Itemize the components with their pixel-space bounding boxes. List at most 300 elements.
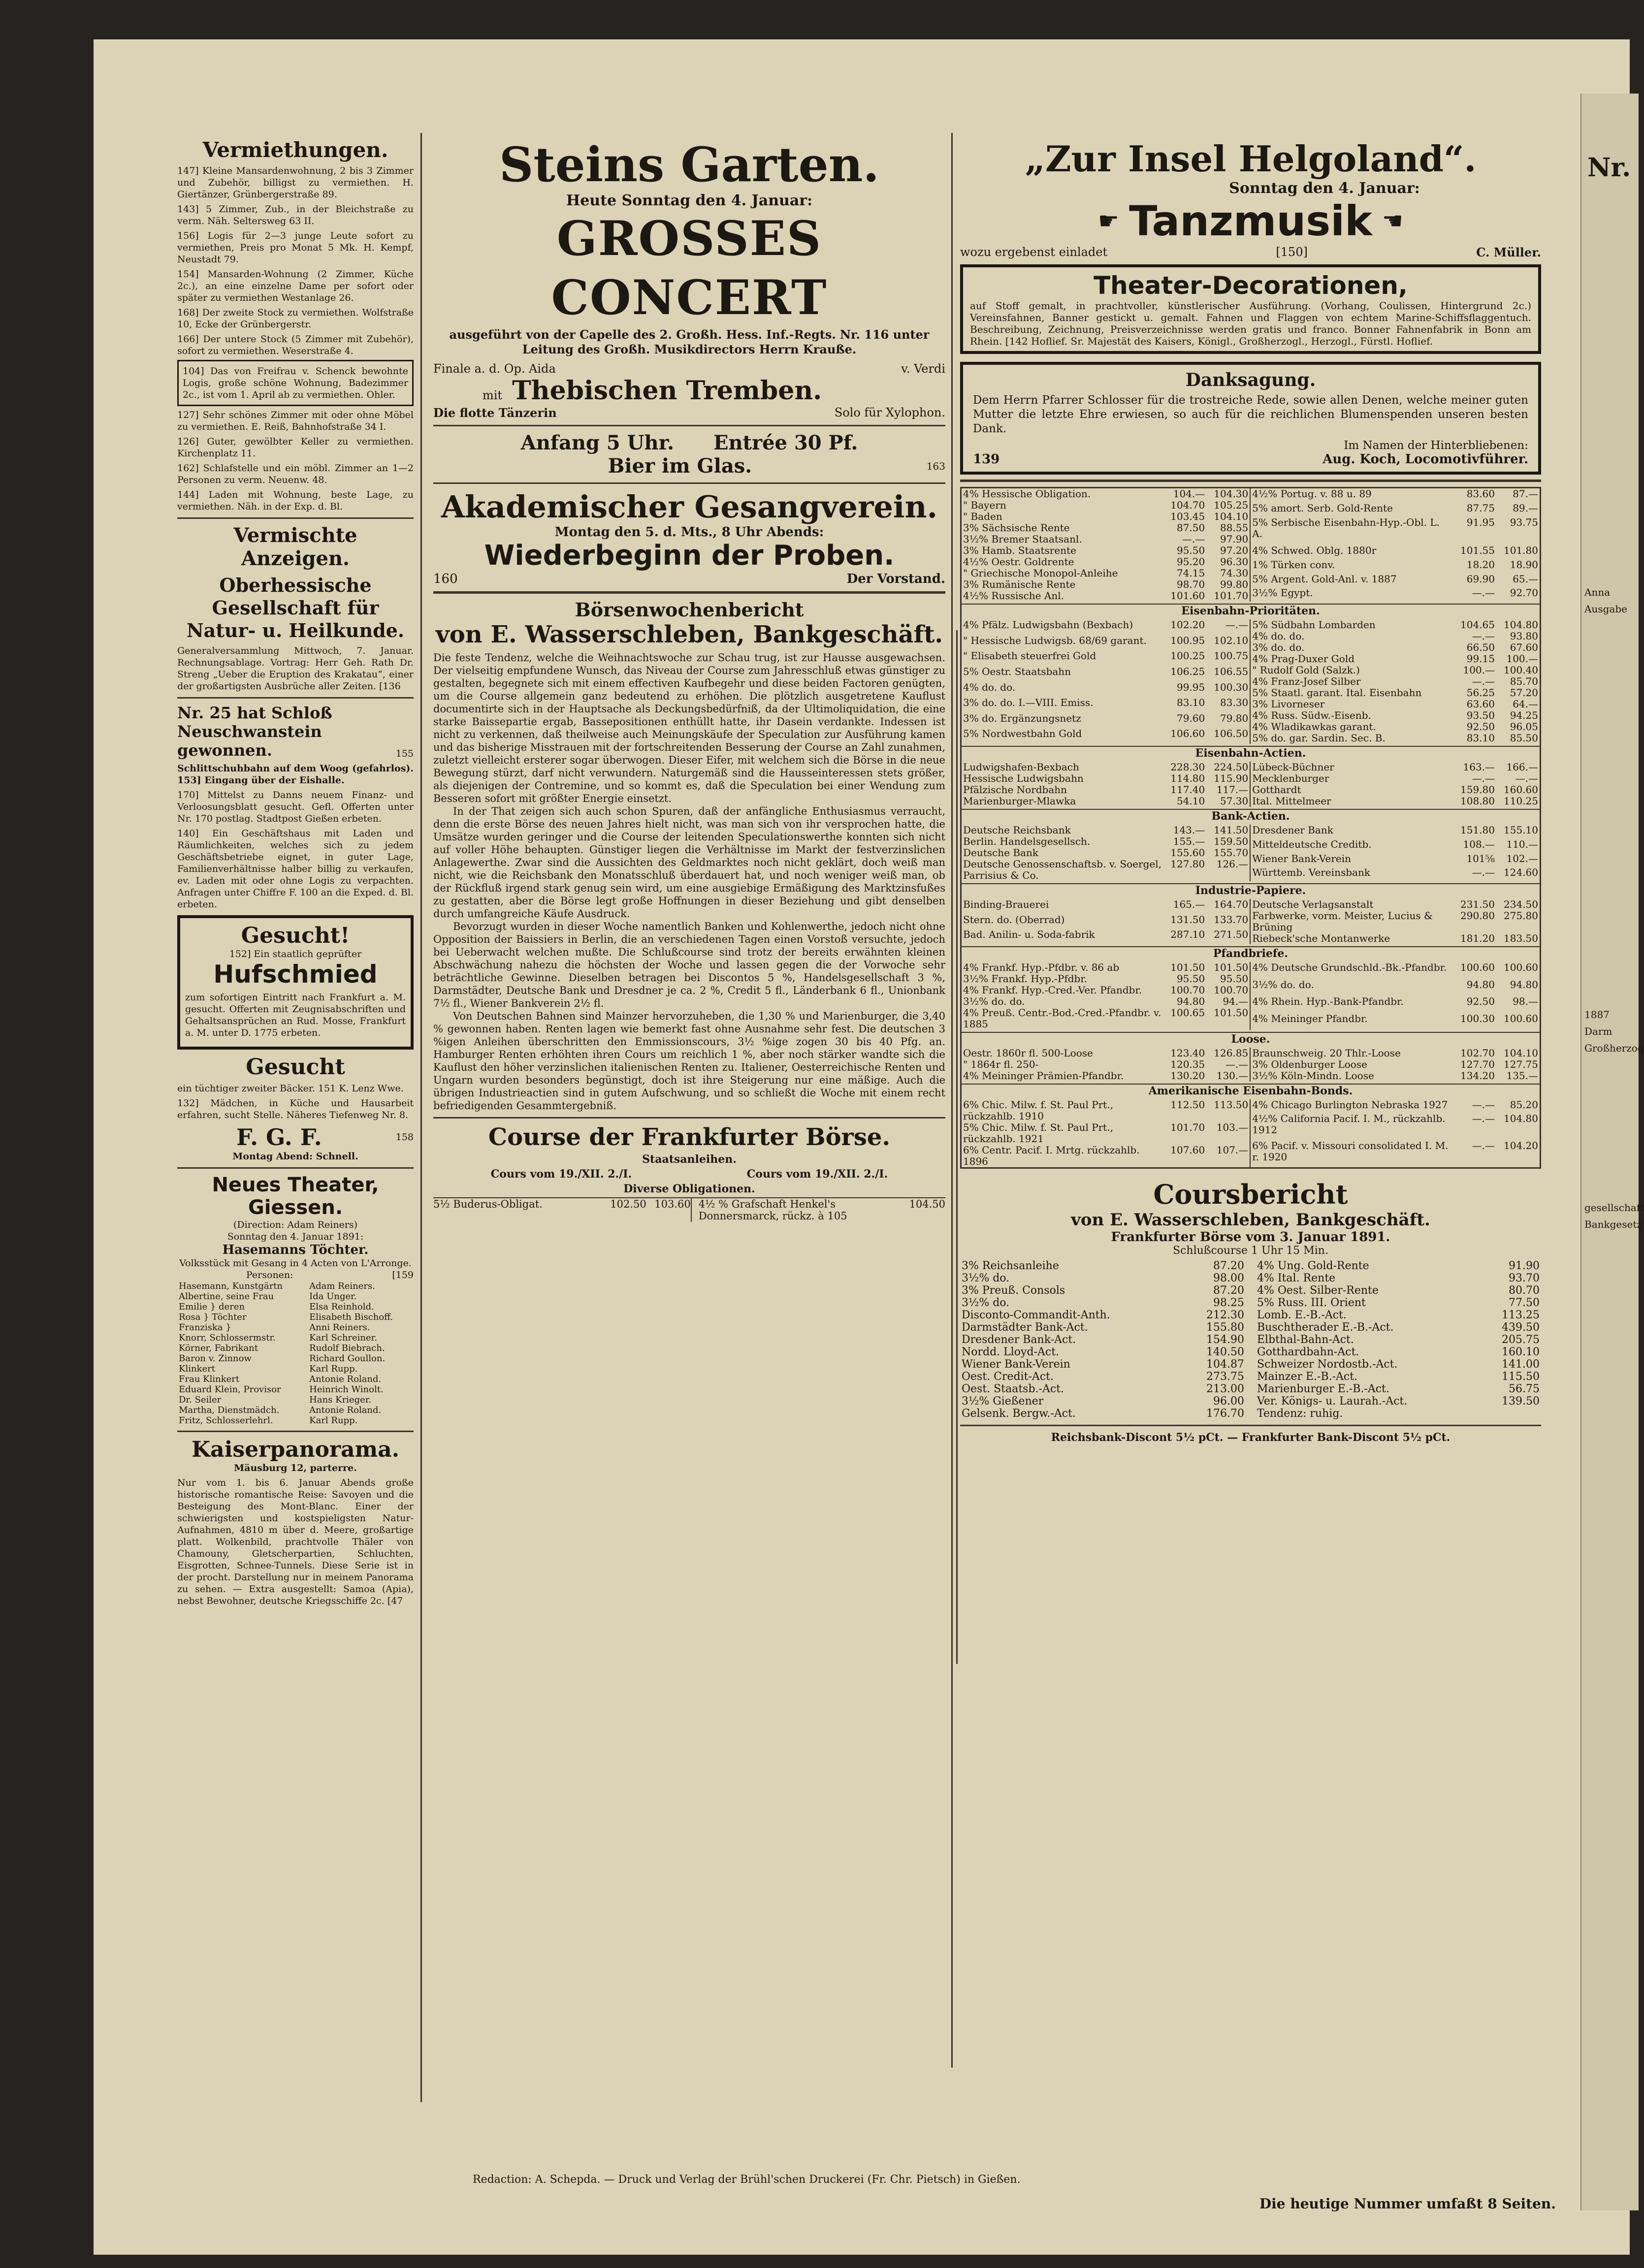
quote-name: 5% Südbahn Lombarden (1252, 619, 1376, 631)
cast-role: Klinkert (179, 1364, 215, 1374)
cast-actor: Karl Rupp. (309, 1364, 358, 1374)
helgoland-footer (960, 245, 1541, 259)
coursbericht-value: 96.00 (1213, 1395, 1244, 1407)
rental-ad-boxed: 104] Das von Freifrau v. Schenck bewohnte Logis, große schöne Wohnung, Badezimmer 2c., ist vom 1. April ab zu vermiethen. Ohler. (177, 360, 414, 406)
cast-row (177, 1312, 414, 1322)
diverse-row (433, 1197, 945, 1222)
adjacent-page-edge (1580, 94, 1644, 2210)
quote-value: 65.— (1513, 573, 1538, 585)
quote-name: 4% Frankf. Hyp.-Cred.-Ver. Pfandbr. (963, 984, 1142, 996)
course-header-right: Cours vom 19./XII. 2./I. (746, 1168, 888, 1181)
quote-value: 93.50 (1466, 709, 1495, 721)
quote-row (1251, 653, 1540, 665)
quote-value: 97.20 (1220, 544, 1249, 556)
quote-row (1251, 488, 1540, 503)
pfandbriefe-label: Pfandbriefe. (962, 946, 1540, 960)
quote-row (962, 847, 1250, 859)
steins-ref: 163 (926, 460, 945, 472)
theater-title: Neues Theater, Giessen. (212, 1174, 379, 1219)
quote-row (1251, 784, 1540, 796)
coursbericht-row (1256, 1309, 1541, 1321)
quote-name: 3½% do. do. (963, 995, 1025, 1007)
coursbericht-row (960, 1334, 1246, 1346)
quote-value: 104.20 (1504, 1139, 1538, 1151)
quote-value: 183.50 (1504, 932, 1538, 944)
cast-role: Baron v. Zinnow (179, 1353, 252, 1364)
cast-role: Rosa } Töchter (179, 1312, 247, 1322)
coursbericht-firm: von E. Wasserschleben, Bankgeschäft. (1071, 1210, 1430, 1230)
cast-row (177, 1281, 414, 1291)
cast-role: Körner, Fabrikant (179, 1343, 258, 1353)
quote-row (962, 773, 1250, 784)
program-item: Die flotte Tänzerin (433, 406, 557, 420)
quote-value: 100.25 (1170, 650, 1205, 662)
divider (433, 482, 945, 484)
industrie-label: Industrie-Papiere. (962, 883, 1540, 897)
fgf-title: F. G. F. (236, 1124, 322, 1150)
quotes-loose (962, 1048, 1540, 1082)
quote-value: 103.— (1216, 1121, 1249, 1133)
quote-value: 87.50 (1176, 522, 1205, 534)
strip-text: Darm (1584, 1025, 1612, 1037)
quotes-right (1251, 488, 1540, 602)
cast-row (177, 1405, 414, 1415)
quote-row (1251, 699, 1540, 710)
quote-value: 155.70 (1214, 847, 1249, 859)
coursbericht-row (960, 1383, 1246, 1395)
coursbericht-name: Marienburger E.-B.-Act. (1257, 1383, 1389, 1395)
quote-value: 99.15 (1466, 653, 1495, 665)
quote-row (962, 500, 1250, 511)
cast-row (177, 1364, 414, 1374)
quote-value: 100.30 (1460, 1012, 1495, 1024)
quote-value: 104.80 (1504, 1112, 1538, 1124)
cast-row (177, 1322, 414, 1333)
quote-value: 101.55 (1460, 544, 1495, 556)
quote-name: Mecklenburger (1252, 772, 1329, 784)
quote-row (1251, 933, 1540, 944)
coursbericht-value: 104.87 (1206, 1358, 1244, 1371)
quote-value: 234.50 (1504, 898, 1538, 910)
quote-row (962, 914, 1250, 929)
quote-value: 134.20 (1460, 1070, 1495, 1082)
quote-row (1251, 796, 1540, 807)
kaiserpanorama-text: Nur vom 1. bis 6. Januar Abends große historische romantische Reise: Savoyen und die Besteigung des Mont-Blanc. Einer der schwierigsten und kostspieligsten Natur-Aufnahmen, 4810 m über d. Meere, großartige platt. Wolkenbild, prachtvolle Thäler von Chamouny, Gletscherpartien, Schluchten, Eisgrotten, Schnee-Tunnels. Diese Serie ist in der procht. Darstellung nur in meinem Panorama zu sehen. — Extra ausgestellt: Samoa (Apia), nebst Bewohner, deutsche Kriegsschiffe 2c. [47 (177, 1477, 414, 1606)
quote-value: 94.80 (1466, 978, 1495, 990)
quote-row (1251, 559, 1540, 574)
quote-name: 3% do. Ergänzungsnetz (963, 712, 1081, 724)
cast-actor: Ida Unger. (309, 1291, 357, 1302)
akademischer-footer (433, 572, 945, 586)
quote-name: 5% Oestr. Staatsbahn (963, 665, 1071, 677)
program-composer: v. Verdi (901, 362, 945, 376)
quote-value: 97.90 (1220, 533, 1249, 545)
coursbericht-name: Darmstädter Bank-Act. (962, 1321, 1088, 1334)
coursbericht-name: 4% Oest. Silber-Rente (1257, 1284, 1379, 1297)
maid-ad: 132] Mädchen, in Küche und Hausarbeit erfahren, sucht Stelle. Näheres Tiefenweg Nr. 8. (177, 1098, 414, 1120)
quote-value: 69.90 (1466, 573, 1495, 585)
quote-row (1251, 996, 1540, 1013)
quote-value: 126.85 (1214, 1047, 1249, 1059)
quote-value: 64.— (1513, 698, 1538, 710)
helgoland-ref: [150] (1276, 245, 1308, 259)
coursbericht-value: 80.70 (1509, 1284, 1540, 1297)
cast-actor: Antonie Roland. (309, 1405, 382, 1415)
quote-name: Deutsche Bank (963, 847, 1038, 859)
column-left (177, 138, 414, 2048)
quote-row (962, 488, 1250, 500)
cast-actor: Rudolf Biebrach. (309, 1343, 385, 1353)
theater-play: Hasemanns Töchter. (222, 1243, 369, 1257)
quote-row (962, 1070, 1250, 1082)
coursbericht-row (1256, 1383, 1541, 1395)
quote-value: 95.20 (1176, 556, 1205, 568)
strip-text: gesellschaft (1584, 1202, 1644, 1214)
cast-actor: Richard Goullon. (309, 1353, 386, 1364)
quote-value: 127.70 (1460, 1058, 1495, 1070)
column-rule-3 (956, 630, 958, 1664)
quote-name: 3% Livorneser (1252, 698, 1325, 710)
rental-ad: 143] 5 Zimmer, Zub., in der Bleichstraße zu verm. Näh. Seltersweg 63 II. (177, 204, 414, 226)
coursbericht-name: Gotthardbahn-Act. (1257, 1346, 1359, 1358)
quote-name: 4% Pfälz. Ludwigsbahn (Bexbach) (963, 619, 1133, 631)
danksagung-signer: Aug. Koch, Locomotivführer. (1322, 452, 1528, 467)
quote-row (962, 579, 1250, 590)
coursbericht-row (960, 1284, 1246, 1297)
quote-row (962, 825, 1250, 836)
hufschmied-word: Hufschmied (213, 960, 378, 989)
quote-row (1251, 839, 1540, 853)
helgoland-date: Sonntag den 4. Januar: (1229, 180, 1420, 197)
quote-row (962, 556, 1250, 568)
quote-name: Bad. Anilin- u. Soda-fabrik (963, 928, 1095, 941)
quote-row (1251, 773, 1540, 784)
quote-value: 127.75 (1504, 1058, 1538, 1070)
course-header-left: Cours vom 19./XII. 2./I. (490, 1168, 632, 1181)
column-right (960, 138, 1541, 1444)
quote-row (1251, 899, 1540, 910)
quote-name: Hessische Ludwigsbahn (963, 772, 1084, 784)
quote-value: 290.80 (1460, 910, 1495, 922)
cast-role: Franziska } (179, 1322, 231, 1333)
divider (177, 1167, 414, 1169)
quote-value: 110.25 (1504, 795, 1538, 807)
quote-name: 3½% Frankf. Hyp.-Pfdbr. (963, 973, 1088, 985)
quote-value: 104.10 (1214, 511, 1249, 522)
quote-value: 164.70 (1214, 898, 1249, 910)
quote-name: Deutsche Genossenschaftsb. v. Soergel, Parrisius & Co. (963, 858, 1161, 881)
coursbericht-value: 213.00 (1206, 1383, 1244, 1395)
quote-value: 99.80 (1220, 578, 1249, 590)
quote-row (962, 682, 1250, 698)
cast-role: Eduard Klein, Provisor (179, 1384, 281, 1395)
quote-value: —.— (1472, 675, 1495, 687)
quote-row (1251, 1113, 1540, 1140)
quote-name: 4½% Oestr. Goldrente (963, 556, 1074, 568)
quote-row (962, 784, 1250, 796)
quote-value: 287.10 (1170, 928, 1205, 941)
quote-value: 67.60 (1510, 641, 1538, 653)
quote-name: " Bayern (963, 499, 1006, 511)
quote-name: Oestr. 1860r fl. 500-Loose (963, 1047, 1093, 1059)
quote-name: " Griechische Monopol-Anleihe (963, 567, 1118, 579)
coursbericht-row (1256, 1260, 1541, 1272)
quote-name: 5% Staatl. garant. Ital. Eisenbahn (1252, 687, 1422, 699)
cast-row (177, 1333, 414, 1343)
coursbericht-table (960, 1260, 1541, 1420)
kaiserpanorama-title: Kaiserpanorama. (191, 1437, 400, 1462)
quote-row (1251, 619, 1540, 631)
quote-row (962, 762, 1250, 773)
quote-name: 5% do. gar. Sardin. Sec. B. (1252, 732, 1386, 744)
coursbericht-value: 77.50 (1509, 1297, 1540, 1309)
coursbericht-value: 141.00 (1502, 1358, 1540, 1371)
quote-value: 95.50 (1176, 544, 1205, 556)
quote-value: 101⅝ (1466, 852, 1495, 864)
quote-row (1251, 962, 1540, 979)
decorations-title: Theater-Decorationen, (1094, 271, 1408, 300)
cast-role: Martha, Dienstmädch. (179, 1405, 280, 1415)
lottery-ad (177, 703, 414, 760)
cast-actor: Heinrich Winolt. (309, 1384, 384, 1395)
quote-name: 4% Rhein. Hyp.-Bank-Pfandbr. (1252, 995, 1404, 1007)
quote-value: 92.70 (1510, 587, 1538, 599)
coursbericht-row (960, 1371, 1246, 1383)
quote-value: 54.10 (1176, 795, 1205, 807)
quote-value: 94.25 (1510, 709, 1538, 721)
quote-value: 117.40 (1170, 784, 1205, 796)
coursbericht-row (960, 1346, 1246, 1358)
cast-role: Dr. Seiler (179, 1395, 222, 1405)
coursbericht-row (960, 1321, 1246, 1334)
cast-table (177, 1281, 414, 1426)
boersen-paragraph: Die feste Tendenz, welche die Weihnachtswoche zur Schau trug, ist zur Hausse ausgewachsen. Der vielseitig empfundene Wunsch, das Niveau der Course zum Jahresschluß etwas günstiger zu gestalten, begegnete sich mit einem effectiven Kaufbegehr und diese beiden Factoren genügten, um die Course allgemein ganz bedeutend zu erhöhen. Die plötzlich ausgetretene Kauflust documentirte sich in der Hauptsache als Deckungsbedürfniß, da der Ultimoliquidation, die eine starke Baissepartie ergab, Bassepositionen enthüllt hatte, ihr Dasein verdankte. Indessen ist nicht zu verkennen, daß theilweise auch Meinungskäufe der Speculation zur Ausführung kamen und das bisherige Misstrauen mit der fortschreitenden Besserung der Course an Zahl zunahmen, zuletzt vielleicht ersterer sogar überwogen. Dieser Eifer, mit welchem sich die Börse in die neue Bewegung stürzt, darf nicht verwundern. Naturgemäß sind die Hausseinteressen stets größer, als diejenigen der Contremine, und so kommt es, daß die Speculation bei einer Wendung zum Besseren sofort mit größter Energie einsetzt. (433, 652, 945, 804)
quote-row (962, 545, 1250, 556)
quote-value: 114.80 (1170, 772, 1205, 784)
quote-value: 105.25 (1214, 499, 1249, 511)
quote-name: " 1864r fl. 250- (963, 1058, 1039, 1070)
quote-value: 107.60 (1170, 1144, 1205, 1156)
quote-value: 112.50 (1170, 1099, 1205, 1111)
quote-value: 163.— (1463, 761, 1495, 773)
diverse-value: 102.50 (610, 1198, 646, 1210)
coursbericht-row (1256, 1272, 1541, 1284)
coursbericht-value: 139.50 (1502, 1395, 1540, 1407)
cast-actor: Antonie Roland. (309, 1374, 382, 1384)
quote-value: —.— (1472, 630, 1495, 642)
quote-value: 103.45 (1170, 511, 1205, 522)
coursbericht-row (1256, 1284, 1541, 1297)
personen-ref: [159 (392, 1270, 414, 1280)
quote-name: 4% Schwed. Oblg. 1880r (1252, 544, 1377, 556)
quote-row (1251, 762, 1540, 773)
quote-name: 5% Argent. Gold-Anl. v. 1887 (1252, 573, 1397, 585)
divider (433, 591, 945, 594)
fgf-ad (177, 1124, 414, 1150)
quote-name: Pfälzische Nordbahn (963, 784, 1067, 796)
quote-value: 57.20 (1510, 687, 1538, 699)
quote-name: 3½% Köln-Mindn. Loose (1252, 1070, 1374, 1082)
quote-value: 224.50 (1214, 761, 1249, 773)
coursbericht-date: Frankfurter Börse vom 3. Januar 1891. (1111, 1230, 1390, 1245)
cast-role: Emilie } deren (179, 1302, 245, 1312)
steins-date: Heute Sonntag den 4. Januar: (566, 192, 813, 209)
coursbericht-value: 176.70 (1206, 1407, 1244, 1420)
quote-value: 275.80 (1504, 910, 1538, 922)
rental-ad: 147] Kleine Mansardenwohnung, 2 bis 3 Zimmer und Zubehör, billigst zu vermiethen. H. Giertänzer, Grünbergerstraße 89. (177, 165, 414, 200)
akademischer-sign: Der Vorstand. (846, 572, 945, 586)
quote-value: 104.70 (1170, 499, 1205, 511)
quote-name: 5% Nordwestbahn Gold (963, 728, 1082, 740)
quotes-bahn (962, 762, 1540, 807)
cast-row (177, 1374, 414, 1384)
coursbericht-row (960, 1297, 1246, 1309)
quote-value: 101.50 (1170, 961, 1205, 973)
quote-value: 83.10 (1176, 697, 1205, 709)
coursbericht-name: Gelsenk. Bergw.-Act. (962, 1407, 1076, 1420)
quote-row (962, 650, 1250, 666)
cast-row (177, 1415, 414, 1426)
strip-text: Nr. (1587, 153, 1631, 183)
quote-value: 100.75 (1214, 650, 1249, 662)
quote-name: Braunschweig. 20 Thlr.-Loose (1252, 1047, 1401, 1059)
quote-name: 4% Meininger Pfandbr. (1252, 1012, 1368, 1024)
quote-value: 101.80 (1504, 544, 1538, 556)
quote-row (962, 796, 1250, 807)
program-highlight: Thebischen Tremben. (512, 376, 822, 406)
newspaper-page (94, 39, 1630, 2255)
page-count-note: Die heutige Nummer umfaßt 8 Seiten. (1259, 2196, 1556, 2212)
quote-value: 94.— (1223, 995, 1249, 1007)
quote-name: 4% Frankf. Hyp.-Pfdbr. v. 86 ab (963, 961, 1120, 973)
diverse-name: 4½ % Grafschaft Henkel's Donnersmarck, rückz. à 105 (691, 1198, 901, 1222)
quote-row (962, 859, 1250, 881)
gesellschaft-title: Oberhessische Gesellschaft für Natur- u. Heilkunde. (186, 574, 405, 641)
danksagung-sign-intro: Im Namen der Hinterbliebenen: (1344, 439, 1528, 452)
quote-value: —.— (1182, 533, 1205, 545)
divider (177, 697, 414, 699)
quote-value: 100.30 (1214, 681, 1249, 693)
quote-name: 1% Türken conv. (1252, 558, 1335, 571)
coursbericht-value: 56.75 (1509, 1383, 1540, 1395)
quote-value: 106.55 (1214, 665, 1249, 677)
quote-row (1251, 867, 1540, 881)
quote-row (962, 899, 1250, 914)
quote-value: 100.40 (1504, 664, 1538, 676)
misc-ad: 170] Mittelst zu Danns neuem Finanz- und Verloosungsblatt gesucht. Gefl. Offerten unter Nr. 170 postlag. Stadtpost Gießen erbeten. (177, 790, 414, 824)
quote-value: 88.55 (1220, 522, 1249, 534)
quote-value: 93.80 (1510, 630, 1538, 642)
quotes-bank (962, 825, 1540, 881)
quote-name: 3½% Bremer Staatsanl. (963, 533, 1082, 545)
divider (177, 517, 414, 519)
steins-garten-title: Steins Garten. (499, 137, 879, 192)
quote-value: 130.— (1216, 1070, 1249, 1082)
course-title: Course der Frankfurter Börse. (488, 1123, 891, 1151)
coursbericht-name: Nordd. Lloyd-Act. (962, 1346, 1060, 1358)
rental-ad: 144] Laden mit Wohnung, beste Lage, zu vermiethen. Näh. in der Exp. d. Bl. (177, 489, 414, 512)
program-row-2 (483, 376, 945, 406)
gesellschaft-text: Generalversammlung Mittwoch, 7. Januar. Rechnungsablage. Vortrag: Herr Geh. Rath Dr. Streng „Ueber die Eruption des Krakatau“, einer der großartigsten Ausbrüche aller Zeiten. [136 (177, 645, 414, 692)
quote-name: Mitteldeutsche Creditb. (1252, 838, 1372, 850)
quote-row (1251, 721, 1540, 733)
quote-value: 155.60 (1170, 847, 1205, 859)
cast-row (177, 1384, 414, 1395)
quote-name: Deutsche Reichsbank (963, 824, 1071, 836)
quote-value: 104.— (1173, 488, 1205, 500)
rental-ad: 162] Schlafstelle und ein möbl. Zimmer an 1—2 Personen zu verm. Neuenw. 48. (177, 463, 414, 485)
gesucht-title: Gesucht! (241, 923, 350, 948)
coursbericht-value: 87.20 (1213, 1284, 1244, 1297)
quote-name: Ital. Mittelmeer (1252, 795, 1331, 807)
pointing-hand-left-icon: ☚ (1382, 207, 1403, 235)
cast-actor: Adam Reiners. (309, 1281, 375, 1291)
coursbericht-time: Schlußcourse 1 Uhr 15 Min. (1173, 1245, 1328, 1257)
coursbericht-value: 154.90 (1206, 1334, 1244, 1346)
quote-name: Binding-Brauerei (963, 898, 1049, 910)
quote-value: 100.70 (1214, 984, 1249, 996)
quote-name: 4½% California Pacif. I. M., rückzahlb. 1912 (1252, 1112, 1446, 1136)
quote-value: 127.80 (1170, 858, 1205, 870)
quote-row (962, 666, 1250, 682)
strip-text: 1887 (1584, 1009, 1610, 1021)
quote-row (962, 1007, 1250, 1030)
quote-name: 5% Chic. Milw. f. St. Paul Prt., rückzahlb. 1921 (963, 1121, 1114, 1145)
personen-label: Personen: (246, 1270, 293, 1280)
quote-value: 106.25 (1170, 665, 1205, 677)
danksagung-title: Danksagung. (1185, 370, 1316, 390)
quote-value: 130.20 (1170, 1070, 1205, 1082)
coursbericht-row (960, 1395, 1246, 1407)
cast-role: Albertine, seine Frau (179, 1291, 274, 1302)
quote-row (962, 962, 1250, 973)
gesucht2-title: Gesucht (246, 1054, 345, 1080)
tanzmusik-row (960, 197, 1541, 245)
program-row-3 (433, 406, 945, 420)
quote-name: 6% Pacif. v. Missouri consolidated I. M. r. 1920 (1252, 1139, 1449, 1163)
quote-name: 4½% Portug. v. 88 u. 89 (1252, 488, 1372, 500)
quote-value: 95.50 (1176, 973, 1205, 985)
quotes-left (962, 488, 1251, 602)
coursbericht-name: Lomb. E.-B.-Act. (1257, 1309, 1347, 1321)
rental-ad: 156] Logis für 2—3 junge Leute sofort zu vermiethen, Preis pro Monat 5 Mk. H. Kempf, Neustadt 79. (177, 230, 414, 265)
coursbericht-name: 3% Preuß. Consols (962, 1284, 1065, 1297)
quote-value: 155.10 (1504, 824, 1538, 836)
quote-name: Marienburger-Mlawka (963, 795, 1076, 807)
quote-value: 74.15 (1176, 567, 1205, 579)
column-rule-1 (420, 133, 422, 2102)
cast-role: Fritz, Schlosserlehrl. (179, 1415, 273, 1426)
quote-row (1251, 825, 1540, 839)
coursbericht-name: 5% Russ. III. Orient (1257, 1297, 1366, 1309)
diverse-label: Diverse Obligationen. (623, 1182, 755, 1195)
quote-name: 3% do. do. (1252, 641, 1305, 653)
quote-name: 4% Hessische Obligation. (963, 488, 1091, 500)
quote-value: 165.— (1173, 898, 1205, 910)
coursbericht-row (1256, 1297, 1541, 1309)
quote-row (1251, 1059, 1540, 1070)
quote-row (1251, 979, 1540, 996)
gesucht-line: 152] Ein staatlich geprüfter (229, 949, 362, 959)
quote-name: 6% Centr. Pacif. I. Mrtg. rückzahlb. 1896 (963, 1144, 1140, 1167)
strip-text: Anna (1584, 586, 1611, 598)
rental-ad: 166] Der untere Stock (5 Zimmer mit Zubehör), sofort zu vermiethen. Weserstraße 4. (177, 334, 414, 356)
quote-name: 5% amort. Serb. Gold-Rente (1252, 502, 1393, 514)
quote-row (1251, 642, 1540, 653)
quote-value: 131.50 (1170, 913, 1205, 926)
quote-value: 98.— (1513, 995, 1538, 1007)
quote-row (1251, 1013, 1540, 1030)
